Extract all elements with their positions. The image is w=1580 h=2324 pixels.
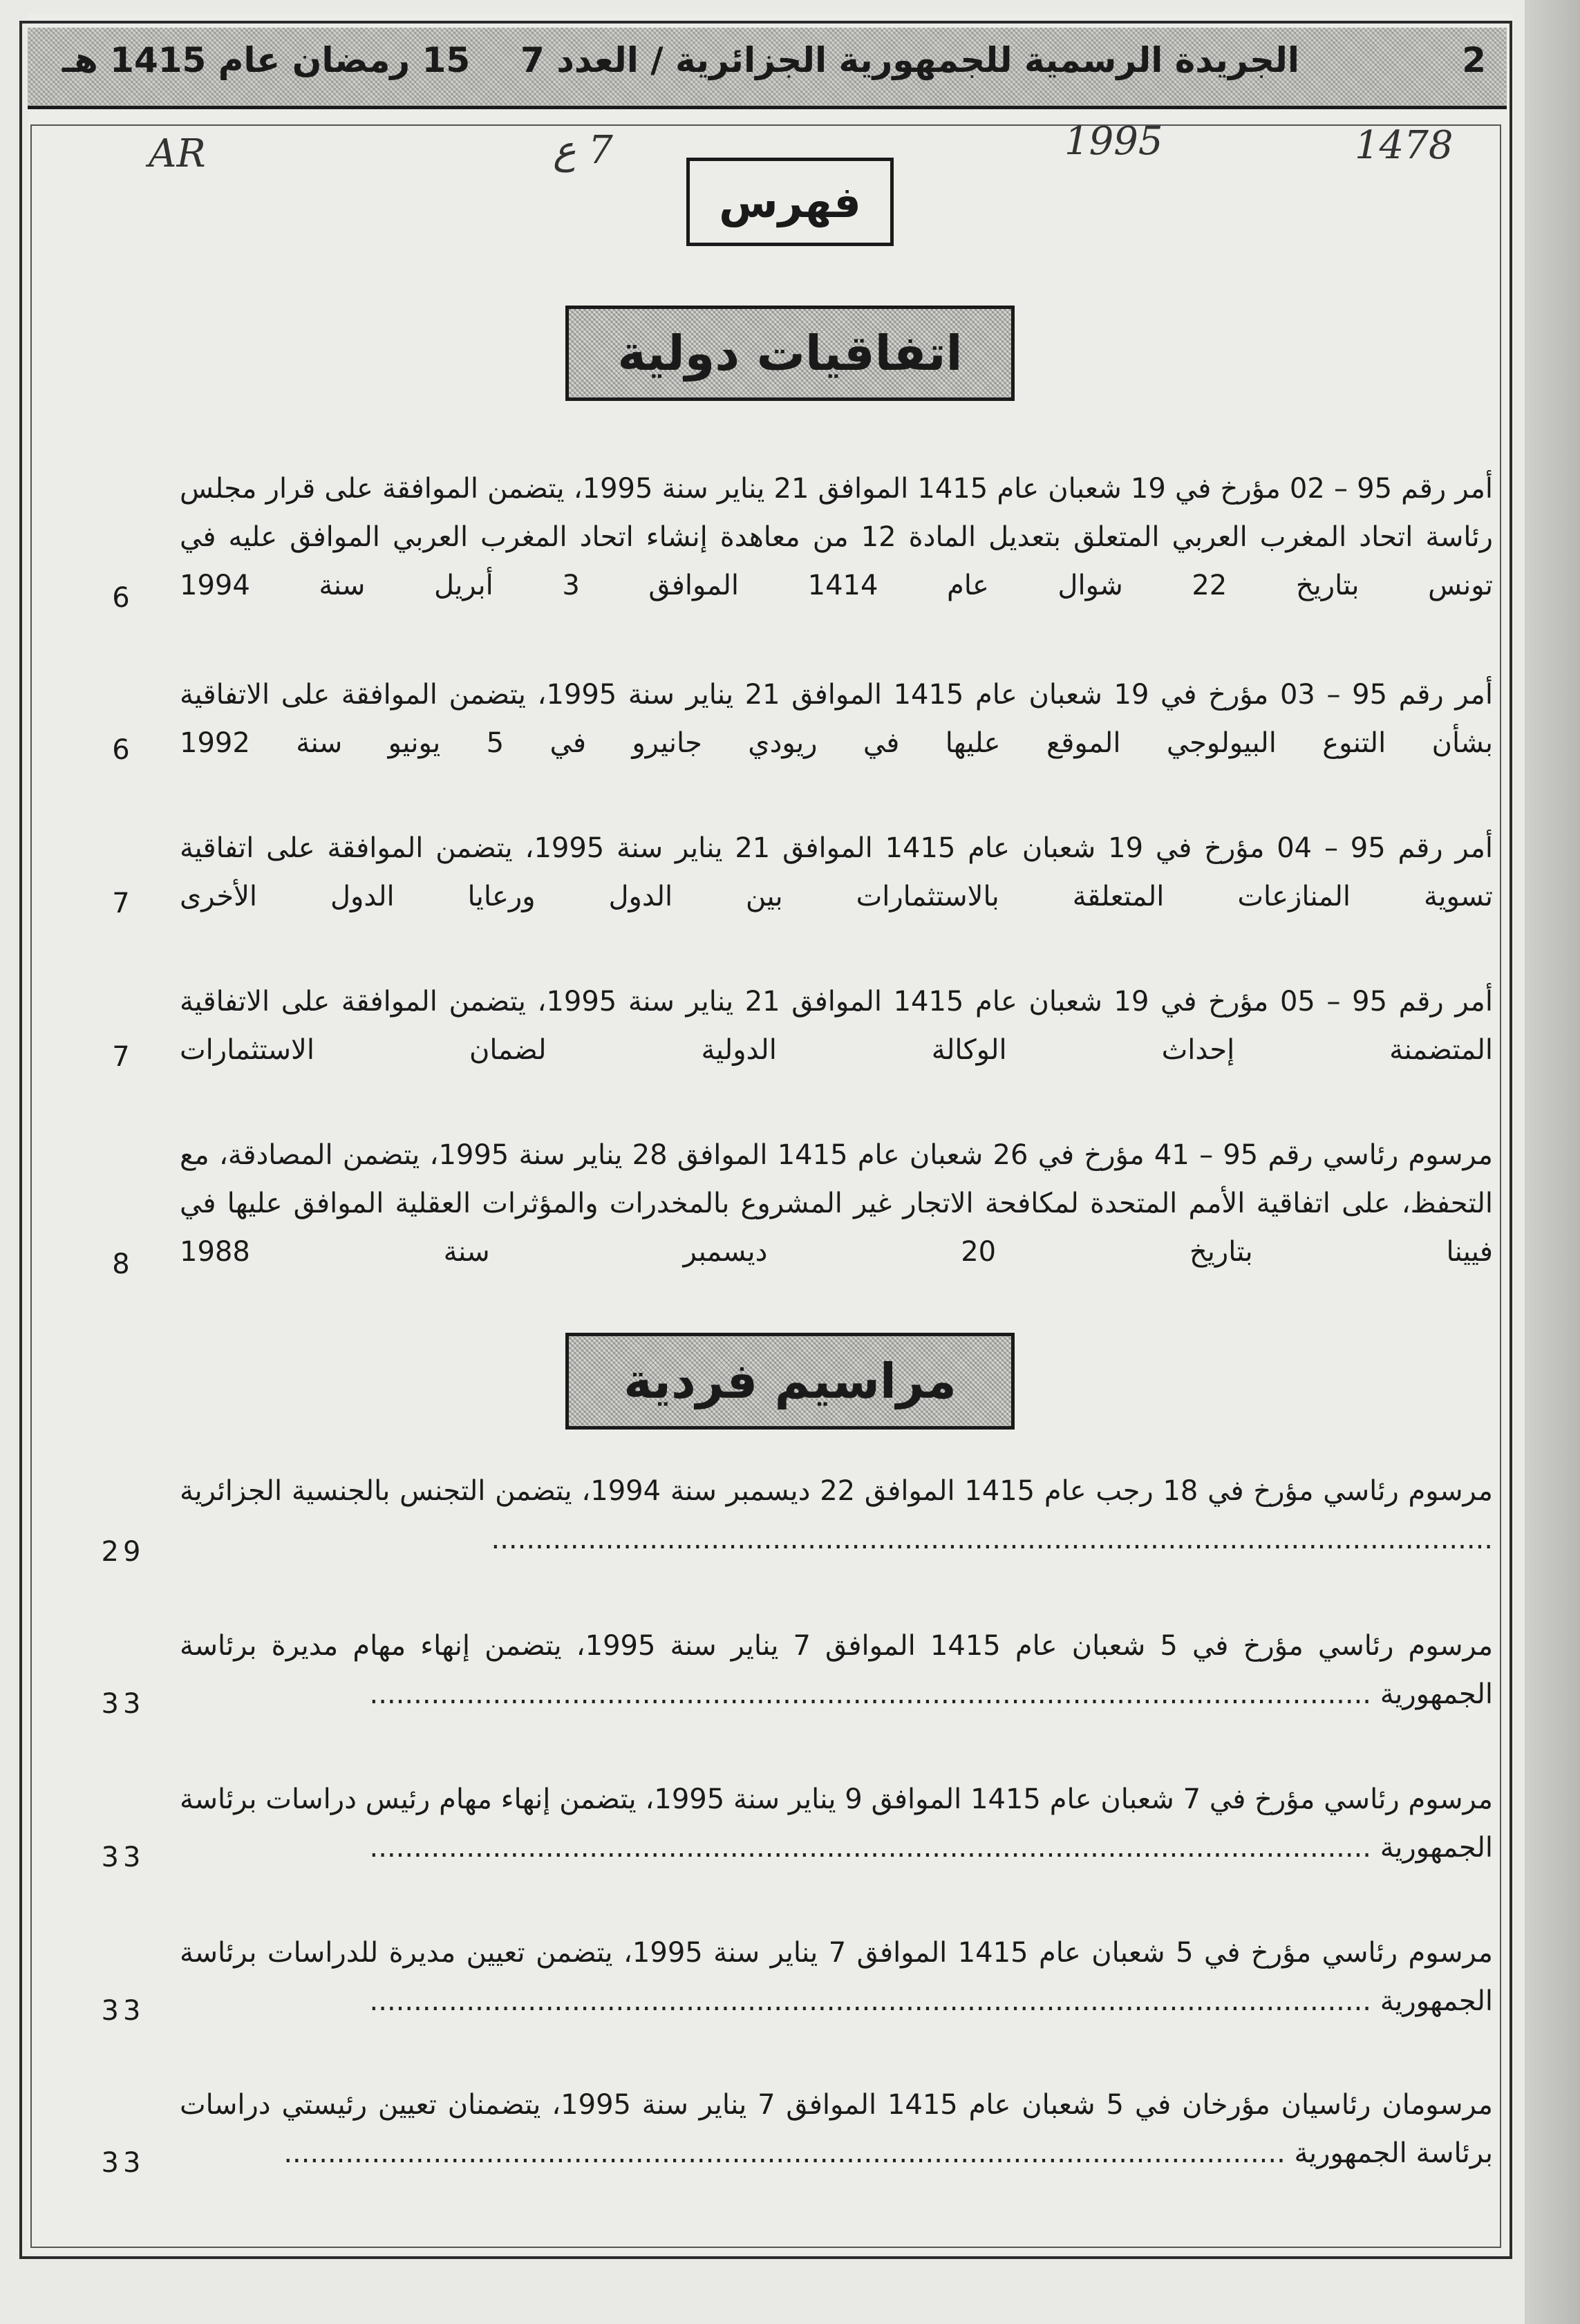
entry-text: مرسوم رئاسي مؤرخ في 18 رجب عام 1415 الموافق 22 ديسمبر سنة 1994، يتضمن التجنس بالجنسية الجزائرية ..... [180,1467,1493,1564]
header-page-number: 2 [1462,40,1486,80]
entry-text: أمر رقم 95 – 04 مؤرخ في 19 شعبان عام 1415 الموافق 21 يناير سنة 1995، يتضمن الموافقة على اتفاقية تسوية المنازعات المتعلقة بالاستثمارات بين الدول ورعايا الدول الأخرى ..... [180,824,1493,921]
handwritten-note-left: AR [149,131,206,176]
handwritten-note-issue: 7 ع [553,128,613,173]
section-title-individual-decrees: مراسيم فردية [565,1333,1015,1430]
header-date: 15 رمضان عام 1415 هـ [62,40,471,80]
entry-page-number: 33 [101,1688,145,1720]
entry-text: مرسوم رئاسي مؤرخ في 5 شعبان عام 1415 الموافق 7 يناير سنة 1995، يتضمن إنهاء مهام مديرة برئاسة الجمهورية ..... [180,1622,1493,1718]
entry-page-number: 33 [101,1995,145,2027]
page-edge [1525,0,1580,2324]
entry-page-number: 33 [101,1842,145,1873]
entry-text: مرسومان رئاسيان مؤرخان في 5 شعبان عام 1415 الموافق 7 يناير سنة 1995، يتضمنان تعيين رئيستي دراسات برئاسة الجمهورية ..... [180,2081,1493,2177]
entry-page-number: 7 [112,888,134,919]
entry-text: مرسوم رئاسي رقم 95 – 41 مؤرخ في 26 شعبان عام 1415 الموافق 28 يناير سنة 1995، يتضمن المصادقة، مع التحفظ، على اتفاقية الأمم المتحدة لمكافحة الاتجار غير المشروع بالمخدرات والمؤثرات العقلية الموافق عليها في فيينا بتاريخ 20 ديسمبر سنة 1988 ..... [180,1131,1493,1276]
entry-text: أمر رقم 95 – 03 مؤرخ في 19 شعبان عام 1415 الموافق 21 يناير سنة 1995، يتضمن الموافقة على الاتفاقية بشأن التنوع البيولوجي الموقع عليها في ريودي جانيرو في 5 يونيو سنة 1992 ..... [180,671,1493,767]
handwritten-note-right: 1478 [1355,123,1454,168]
entry-text: مرسوم رئاسي مؤرخ في 5 شعبان عام 1415 الموافق 7 يناير سنة 1995، يتضمن تعيين مديرة للدراسات برئاسة الجمهورية ..... [180,1929,1493,2025]
entry-page-number: 29 [101,1536,145,1568]
entry-page-number: 7 [112,1041,134,1073]
entry-text: مرسوم رئاسي مؤرخ في 7 شعبان عام 1415 الموافق 9 يناير سنة 1995، يتضمن إنهاء مهام رئيس دراسات برئاسة الجمهورية ..... [180,1775,1493,1872]
section-title-international-agreements: اتفاقيات دولية [565,306,1015,401]
journal-header [28,28,1507,109]
entry-page-number: 33 [101,2147,145,2179]
index-title: فهرس [686,158,894,246]
entry-page-number: 6 [112,734,134,766]
entry-text: أمر رقم 95 – 05 مؤرخ في 19 شعبان عام 1415 الموافق 21 يناير سنة 1995، يتضمن الموافقة على الاتفاقية المتضمنة إحداث الوكالة الدولية لضمان الاستثمارات ..... [180,977,1493,1074]
entry-page-number: 8 [112,1248,134,1280]
entry-text: أمر رقم 95 – 02 مؤرخ في 19 شعبان عام 1415 الموافق 21 يناير سنة 1995، يتضمن الموافقة على قرار مجلس رئاسة اتحاد المغرب العربي المتعلق بتعديل المادة 12 من معاهدة إنشاء اتحاد المغرب العربي الموافق عليه في تونس بتاريخ 22 شوال عام 1414 الموافق 3 أبريل سنة 1994 ..... [180,465,1493,610]
entry-page-number: 6 [112,582,134,614]
header-journal-title: الجريدة الرسمية للجمهورية الجزائرية / العدد 7 [520,40,1299,80]
handwritten-note-year: 1995 [1064,119,1163,164]
